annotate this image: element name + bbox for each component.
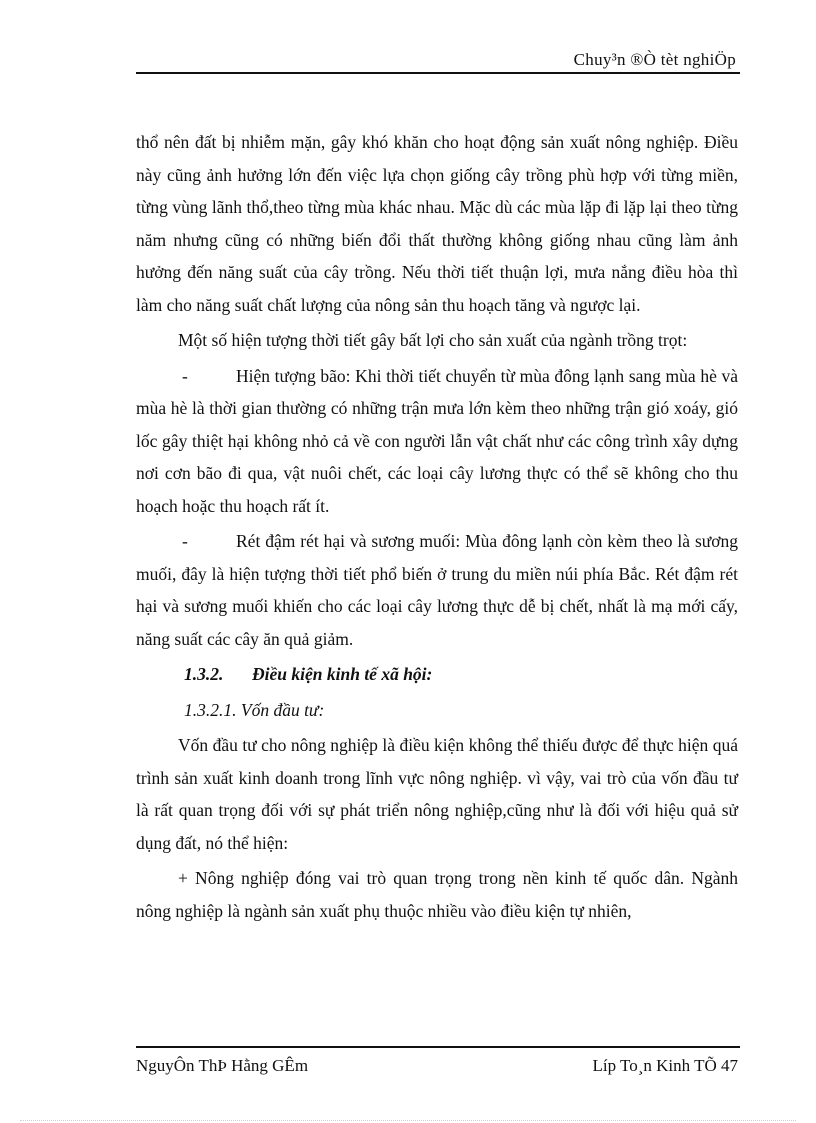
page-edge-rule xyxy=(20,1120,796,1121)
header-title: Chuy³n ®Ò tèt nghiÖp xyxy=(573,50,736,69)
bullet-item xyxy=(136,360,738,523)
bullet-text: Hiện tượng bão: Khi thời tiết chuyển từ mùa đông lạnh sang mùa hè và mùa hè là thời gian thường có những trận mưa lớn kèm theo những trận gió xoáy, gió lốc gây thiệt hại không nhỏ cả về con người lẫn vật chất như các công trình xây dựng nơi cơn bão đi qua, vật nuôi chết, các loại cây lương thực có thể sẽ không cho thu hoạch hoặc thu hoạch rất ít. xyxy=(136,365,738,516)
subsection-heading: 1.3.2.1. Vốn đầu tư: xyxy=(184,699,325,720)
section-number: 1.3.2. xyxy=(184,664,224,684)
bullet-dash: - xyxy=(182,531,188,551)
paragraph: Vốn đầu tư cho nông nghiệp là điều kiện không thể thiếu được để thực hiện quá trình sản xuất kinh doanh trong lĩnh vực nông nghiệp. vì vậy, vai trò của vốn đầu tư là rất quan trọng đối với sự phát triển nông nghiệp,cũng như là đối với hiệu quả sử dụng đất, nó thể hiện: xyxy=(136,735,738,853)
footer-class: Líp To¸n Kinh TÕ 47 xyxy=(592,1056,738,1075)
page-header xyxy=(136,44,740,74)
footer-author: NguyÔn ThÞ Hằng GÊm xyxy=(136,1056,309,1075)
paragraph: + Nông nghiệp đóng vai trò quan trọng trong nền kinh tế quốc dân. Ngành nông nghiệp là ngành sản xuất phụ thuộc nhiều vào điều kiện tự nhiên, xyxy=(136,868,738,921)
bullet-item xyxy=(136,525,738,655)
bullet-dash: - xyxy=(182,365,188,386)
bullet-text: Rét đậm rét hại và sương muối: Mùa đông lạnh còn kèm theo là sương muối, đây là hiện tượng thời tiết phổ biến ở trung du miền núi phía Bắc. Rét đậm rét hại và sương muối khiến cho các loại cây lương thực dễ bị chết, nhất là mạ mới cấy, năng suất các cây ăn quả giảm. xyxy=(136,531,738,649)
section-title: Điều kiện kinh tế xã hội: xyxy=(252,664,433,684)
page-footer xyxy=(136,1046,740,1088)
section-heading xyxy=(136,658,738,691)
paragraph: Một số hiện tượng thời tiết gây bất lợi cho sản xuất của ngành trồng trọt: xyxy=(178,330,688,350)
document-body xyxy=(136,126,738,930)
paragraph: thổ nên đất bị nhiễm mặn, gây khó khăn cho hoạt động sản xuất nông nghiệp. Điều này cũng ảnh hưởng lớn đến việc lựa chọn giống cây trồng phù hợp với từng miền, từng vùng lãnh thổ,theo từng mùa khác nhau. Mặc dù các mùa lặp đi lặp lại theo từng năm nhưng cũng có những biến đổi thất thường không giống nhau cũng làm ảnh hưởng đến năng suất của cây trồng. Nếu thời tiết thuận lợi, mưa nắng điều hòa thì làm cho năng suất chất lượng của nông sản thu hoạch tăng và ngược lại. xyxy=(136,132,738,315)
